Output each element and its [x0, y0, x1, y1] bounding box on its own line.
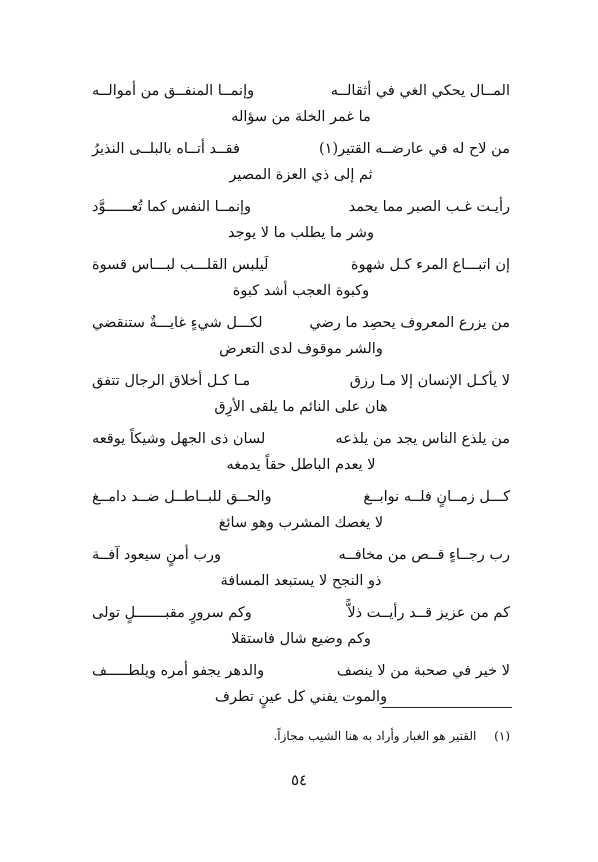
- second-hemistich: والدهر يجفو أمره ويلطـــــف: [92, 663, 265, 679]
- first-hemistich: كم من عزيز قــد رأيــت ذلاًّ: [347, 605, 510, 621]
- second-hemistich: والحــق للبــاطــل ضــد دامــغ: [92, 489, 272, 505]
- verse-tail: وكبوة العجب أشد كبوة: [232, 283, 370, 299]
- verse-line: [92, 598, 510, 628]
- verse-line: [92, 76, 510, 106]
- verse-tail: ثم إلى ذي العزة المصير: [229, 167, 373, 183]
- second-hemistich: لكـــل شيءٍ غايـــةٌ ستنقضي: [92, 315, 263, 331]
- verse-line: [92, 366, 510, 396]
- stanza: [92, 308, 510, 366]
- second-hemistich: وكم سرورٍ مقبـــــــلٍ تولى: [92, 605, 252, 621]
- stanza: [92, 598, 510, 656]
- verse-tail: وشر ما يطلب ما لا يوجد: [228, 225, 374, 241]
- verse-tail: ذو النجح لا يستبعد المسافة: [220, 573, 382, 589]
- verse-line: [92, 540, 510, 570]
- second-hemistich: ورب أمنٍ سيعود آفــة: [92, 547, 222, 563]
- first-hemistich: كـــل زمــانٍ فلــه نوابــغ: [363, 489, 510, 505]
- footnote-marker: (١): [494, 729, 510, 743]
- second-hemistich: لَيلبس القلـــب لبـــاس قسوة: [92, 257, 269, 273]
- stanza: [92, 656, 510, 714]
- verse-line: [92, 250, 510, 280]
- second-hemistich: مـا كـل أخلاق الرجال تتفق: [92, 373, 251, 389]
- first-hemistich: لا يأكـل الإنسان إلا مـا رزق: [349, 373, 510, 389]
- second-hemistich: وإنمــا النفس كما تُعــــــوَّد: [92, 199, 252, 215]
- stanza: [92, 250, 510, 308]
- second-hemistich: وإنمــا المنفــق من أموالــه: [92, 83, 255, 99]
- stanza: [92, 540, 510, 598]
- stanza: [92, 134, 510, 192]
- first-hemistich: من يزرع المعروف يحصِد ما رضي: [309, 315, 510, 331]
- verse-tail: وكم وضيع شال فاستقلا: [231, 631, 371, 647]
- verse-tail: ما غمر الخلة من سؤاله: [231, 109, 371, 125]
- stanza: [92, 424, 510, 482]
- verse-line: [92, 134, 510, 164]
- first-hemistich: من يلذع الناس يجد من يلذعه: [335, 431, 510, 447]
- second-hemistich: لسان ذى الجهل وشيكاً يوقعه: [92, 431, 266, 447]
- verse-tail: لا يغصك المشرب وهو سائغ: [218, 515, 384, 531]
- verse-tail: والشر موقوف لدى التعرض: [219, 341, 383, 357]
- first-hemistich: المــال يحكي الغي في أثقالــه: [330, 83, 510, 99]
- second-hemistich: فقــد أتــاه بالبلــى النذيرُ: [92, 141, 240, 157]
- page-number: ٥٤: [290, 771, 308, 789]
- first-hemistich: رب رجــاءٍ قــص من مخافــه: [338, 547, 510, 563]
- verse-line: [92, 192, 510, 222]
- verse-line: [92, 308, 510, 338]
- first-hemistich: إن اتبـــاع المرء كـل شهوة: [350, 257, 510, 273]
- verse-line: [92, 482, 510, 512]
- footnote-text: القتير هو الغبار وأراد به هنا الشيب مجازاً.: [273, 729, 477, 743]
- footnote: [90, 727, 510, 745]
- verse-line: [92, 424, 510, 454]
- poem: [92, 76, 510, 714]
- verse-tail: هان على النائم ما يلقى الأرِق: [214, 399, 388, 415]
- stanza: [92, 76, 510, 134]
- stanza: [92, 366, 510, 424]
- stanza: [92, 192, 510, 250]
- stanza: [92, 482, 510, 540]
- first-hemistich: من لاح له في عارضــه القتير(١): [318, 141, 510, 157]
- verse-tail: والموت يفني كل عينٍ تطرف: [214, 689, 388, 705]
- verse-tail: لا يعدم الباطل حقاً يدمغه: [226, 457, 376, 473]
- footnote-divider: [382, 707, 512, 708]
- first-hemistich: رأيـت غـب الصبر مما يحمد: [348, 199, 510, 215]
- first-hemistich: لا خير في صحبة من لا ينصف: [336, 663, 510, 679]
- verse-line: [92, 656, 510, 686]
